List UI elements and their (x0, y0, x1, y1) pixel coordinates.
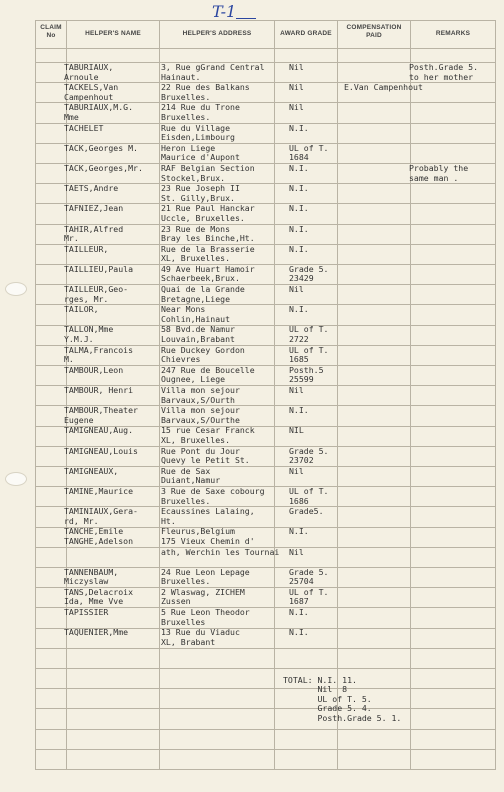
sheet-mark: T-1 (212, 2, 237, 21)
row-rule (35, 20, 495, 21)
award-grade-cell: Nil (289, 546, 304, 557)
award-grade-cell: N.I. (289, 607, 309, 618)
helper-address-cell: Near Mons Cohlin,Hainaut (161, 304, 231, 324)
helper-name-cell: TACK,Georges M. (64, 142, 138, 153)
table-row (64, 144, 504, 164)
table-row (64, 447, 504, 467)
helper-address-cell: 3, Rue gGrand Central Hainaut. (161, 62, 265, 82)
remarks-cell: Posth.Grade 5. to her mother (409, 62, 479, 82)
header-helper-name: HELPER'S NAME (85, 30, 141, 37)
table-row (64, 285, 504, 305)
helper-name-cell: TALMA,Francois M. (64, 344, 134, 365)
helper-name-cell: TACK,Georges,Mr. (64, 162, 143, 173)
award-grade-cell: N.I. (289, 162, 309, 173)
table-row (64, 426, 504, 446)
table-row (64, 245, 504, 265)
punch-hole (5, 472, 27, 486)
row-rule (35, 749, 495, 750)
helper-name-cell: TACKELS,Van Campenhout (64, 82, 119, 102)
helper-address-cell: Rue du Village Eisden,Limbourg (161, 122, 235, 143)
table-row (64, 487, 504, 507)
helper-address-cell: 21 Rue Paul Hanckar Uccle, Bruxelles. (161, 203, 255, 223)
award-grade-cell: N.I. (289, 122, 309, 133)
row-rule (35, 688, 495, 689)
helper-name-cell: TAMIGNEAU,Louis (64, 445, 138, 456)
row-rule (35, 769, 495, 770)
award-grade-cell: UL of T. 2722 (289, 324, 329, 345)
table-row (64, 628, 504, 648)
helper-address-cell: ath, Werchin les Tournai (161, 546, 280, 557)
table-row (64, 366, 504, 386)
helper-address-cell: RAF Belgian Section Stockel,Brux. (161, 162, 255, 183)
table-row (64, 548, 504, 568)
award-grade-cell: N.I. (289, 183, 309, 194)
helper-name-cell: TAMINE,Maurice (64, 485, 134, 496)
header-claim-no: CLAIM No (40, 24, 62, 39)
helper-address-cell: Rue de Sax Duiant,Namur (161, 465, 221, 486)
helper-name-cell: TAPISSIER (64, 607, 109, 618)
table-row (64, 63, 504, 83)
helper-address-cell: Fleurus,Belgium 175 Vieux Chemin d' (161, 526, 255, 546)
helper-address-cell: 58 Bvd.de Namur Louvain,Brabant (161, 324, 235, 345)
award-grade-cell: Nil (289, 465, 304, 476)
table-row (64, 467, 504, 487)
table-row (64, 568, 504, 588)
helper-address-cell: 5 Rue Leon Theodor Bruxelles (161, 607, 250, 627)
table-row (64, 204, 504, 224)
award-grade-cell: Grade 5. 25704 (289, 566, 329, 587)
award-grade-cell: Nil (289, 82, 304, 93)
helper-address-cell: 3 Rue de Saxe cobourg Bruxelles. (161, 485, 265, 506)
helper-name-cell: TABURIAUX,M.G. Mme (64, 102, 134, 122)
award-grade-cell: N.I. (289, 223, 309, 234)
helper-name-cell: TAMBOUR, Henri (64, 385, 134, 395)
helper-name-cell: TAMIGNEAUX, (64, 465, 119, 476)
helper-address-cell: Rue de la Brasserie XL, Bruxelles. (161, 243, 255, 264)
table-row (64, 83, 504, 103)
award-grade-cell: UL of T. 1687 (289, 586, 329, 607)
helper-name-cell: TAILLEUR,Geo- rges, Mr. (64, 284, 129, 304)
table-row (64, 265, 504, 285)
table-row (64, 305, 504, 325)
award-grade-cell: Nil (289, 102, 304, 113)
helper-name-cell: TACHELET (64, 122, 104, 133)
helper-name-cell: TAMINIAUX,Gera- rd, Mr. (64, 506, 138, 526)
helper-address-cell: 214 Rue du Trone Bruxelles. (161, 102, 240, 122)
helper-address-cell: Heron Liege Maurice d'Aupont (161, 142, 240, 163)
helper-table (64, 63, 504, 648)
table-row (64, 124, 504, 144)
table-row (64, 346, 504, 366)
helper-address-cell: Villa mon sejour Barvaux,S/Ourthe (161, 405, 240, 425)
table-row (64, 386, 504, 406)
helper-name-cell: TAMIGNEAU,Aug. (64, 425, 134, 436)
helper-name-cell: TAILOR, (64, 304, 99, 315)
award-grade-cell: N.I. (289, 243, 309, 254)
award-grade-cell: N.I. (289, 526, 309, 537)
helper-address-cell: Ecaussines Lalaing, Ht. (161, 506, 255, 526)
award-grade-cell: Nil (289, 62, 304, 72)
helper-address-cell: Villa mon sejour Barvaux,S/Ourth (161, 385, 240, 405)
header-remarks: REMARKS (435, 30, 471, 37)
column-rule (35, 20, 36, 770)
helper-name-cell: TAMBOUR,Leon (64, 364, 124, 375)
helper-address-cell: Rue Pont du Jour Quevy le Petit St. (161, 445, 250, 466)
row-rule (35, 668, 495, 669)
table-row (64, 103, 504, 123)
helper-address-cell: 247 Rue de Boucelle Ougnee, Liege (161, 364, 255, 385)
helper-name-cell: TAFNIEZ,Jean (64, 203, 124, 214)
helper-address-cell: 15 rue Cesar Franck XL, Bruxelles. (161, 425, 255, 445)
award-grade-cell: UL of T. 1686 (289, 485, 329, 506)
helper-address-cell: 24 Rue Leon Lepage Bruxelles. (161, 566, 250, 587)
award-grade-cell: N.I. (289, 405, 309, 416)
table-row (64, 507, 504, 527)
header-award-grade: AWARD GRADE (280, 30, 332, 37)
helper-address-cell: 2 Wlaswag, ZICHEM Zussen (161, 586, 245, 607)
table-row (64, 225, 504, 245)
row-rule (35, 48, 495, 49)
award-grade-cell: UL of T. 1685 (289, 344, 329, 365)
helper-address-cell: 49 Ave Huart Hamoir Schaerbeek,Brux. (161, 263, 255, 284)
award-grade-cell: Grade 5. 23429 (289, 263, 329, 284)
table-row (64, 184, 504, 204)
helper-name-cell: TAHIR,Alfred Mr. (64, 223, 124, 244)
helper-name-cell: TAILLEUR, (64, 243, 109, 254)
award-grade-cell: UL of T. 1684 (289, 142, 329, 163)
helper-address-cell: 22 Rue des Balkans Bruxelles. (161, 82, 250, 102)
award-grade-cell: Grade 5. 23702 (289, 445, 329, 466)
helper-address-cell: 23 Rue de Mons Bray les Binche,Ht. (161, 223, 255, 244)
table-row (64, 406, 504, 426)
helper-name-cell: TABURIAUX, Arnoule (64, 62, 114, 82)
header-helper-address: HELPER'S ADDRESS (182, 30, 252, 37)
helper-address-cell: 13 Rue du Viaduc XL, Brabant (161, 627, 240, 647)
helper-name-cell: TAQUENIER,Mme (64, 627, 129, 638)
totals-block: TOTAL: N.I. 11. Nil 8 UL of T. 5. Grade 5. 4. Posth.Grade 5. 1. (283, 675, 402, 723)
remarks-cell: Probably the same man . (409, 162, 469, 183)
helper-address-cell: Rue Duckey Gordon Chievres (161, 344, 245, 365)
table-row (64, 588, 504, 608)
helper-name-cell: TAMBOUR,Theater Eugene (64, 405, 138, 425)
helper-address-cell: Quai de la Grande Bretagne,Liege (161, 284, 245, 304)
helper-name-cell: TAILLIEU,Paula (64, 263, 134, 274)
table-row (64, 164, 504, 184)
award-grade-cell: N.I. (289, 304, 309, 315)
table-row (64, 527, 504, 547)
award-grade-cell: NIL (289, 425, 304, 436)
row-rule (35, 708, 495, 709)
punch-hole (5, 282, 27, 296)
award-grade-cell: Nil (289, 385, 304, 395)
helper-name-cell: TANS,Delacroix Ida, Mme Vve (64, 586, 134, 607)
helper-name-cell: TALLON,Mme Y.M.J. (64, 324, 114, 345)
helper-name-cell: TANNENBAUM, Miczyslaw (64, 566, 119, 587)
award-grade-cell: Grade5. (289, 506, 324, 517)
helper-address-cell: 23 Rue Joseph II St. Gilly,Brux. (161, 183, 240, 203)
helper-name-cell: TANCHE,Emile TANGHE,Adelson (64, 526, 134, 546)
award-grade-cell: Nil (289, 284, 304, 295)
underline-mark (236, 18, 256, 19)
award-grade-cell: N.I. (289, 627, 309, 638)
award-grade-cell: Posth.5 25599 (289, 364, 324, 385)
table-row (64, 325, 504, 345)
award-grade-cell: N.I. (289, 203, 309, 214)
header-compensation-paid: COMPENSATION PAID (346, 24, 402, 39)
helper-name-cell: TAETS,Andre (64, 183, 119, 194)
row-rule (35, 729, 495, 730)
compensation-cell: E.Van Campenhout (344, 82, 423, 93)
table-row (64, 608, 504, 628)
